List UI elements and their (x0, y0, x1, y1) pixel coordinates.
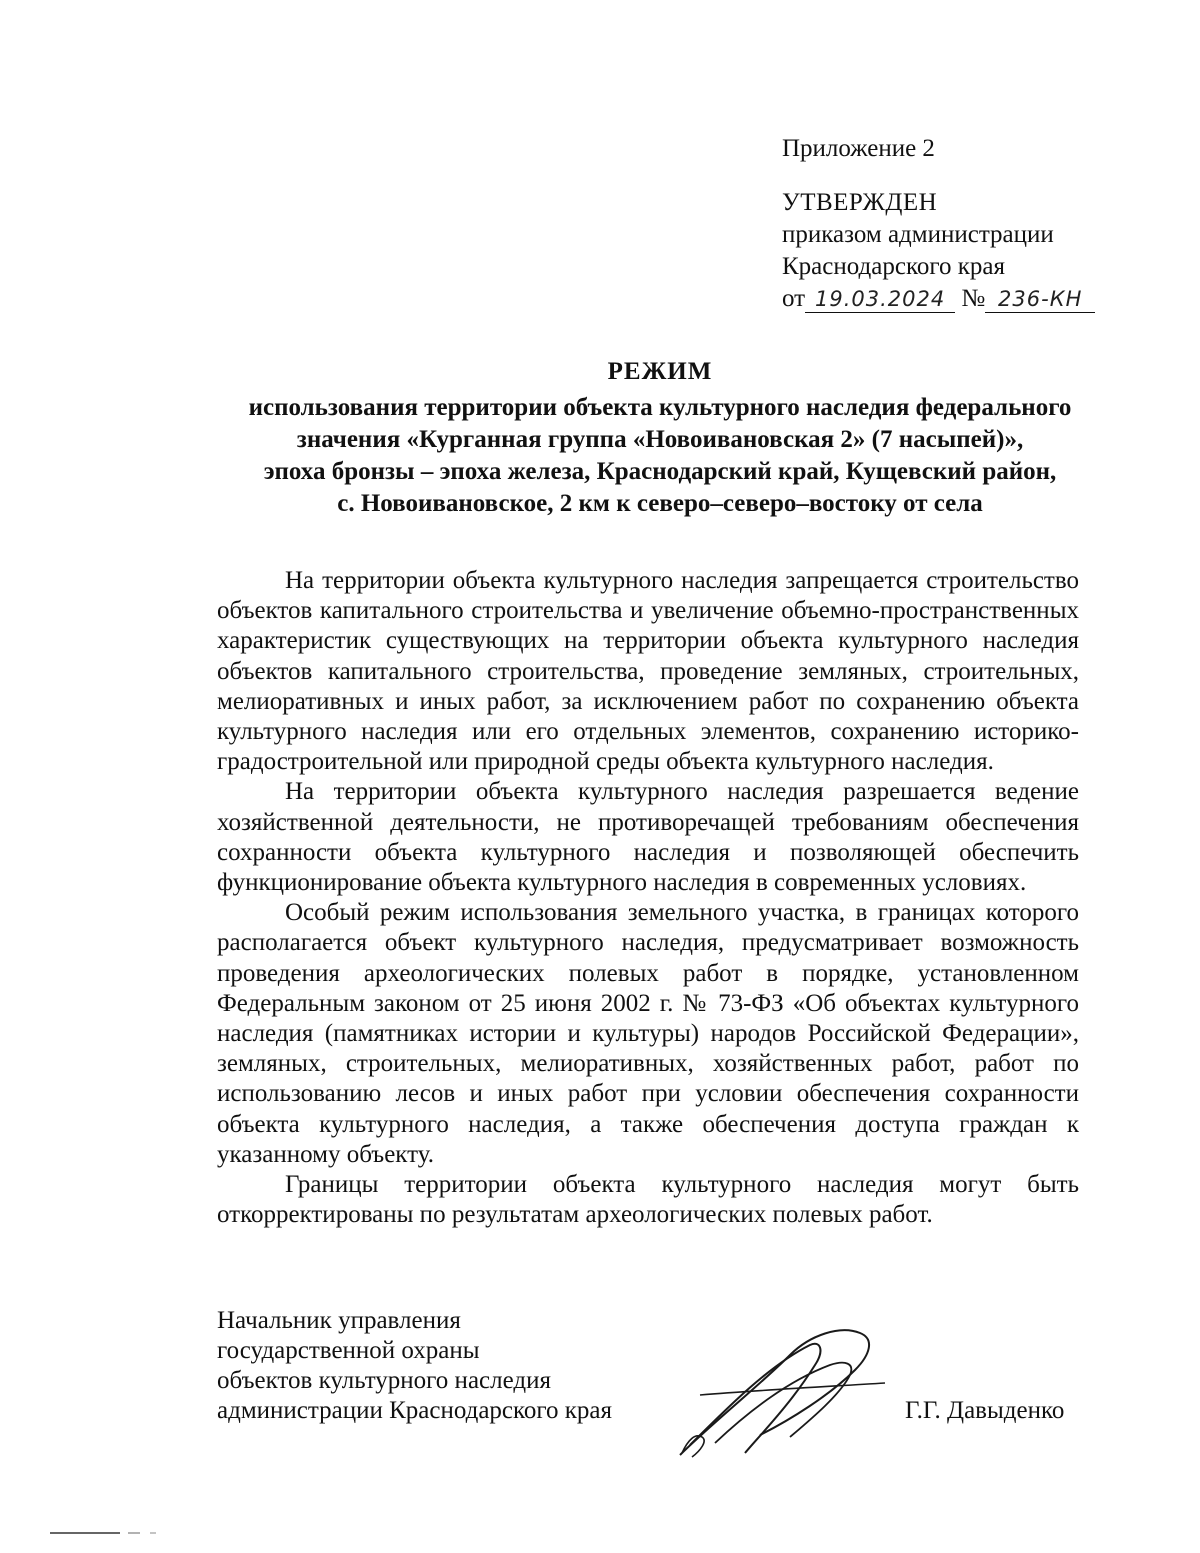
signature-line-4: администрации Краснодарского края (217, 1397, 613, 1424)
approval-line-1: приказом администрации (782, 221, 1054, 248)
title-line-3: эпоха бронзы – эпоха железа, Краснодарский край, Кущевский район, (263, 458, 1057, 485)
handwritten-number: 236-КН (985, 286, 1095, 313)
approval-stamp: УТВЕРЖДЕН (782, 189, 938, 216)
handwritten-signature-icon (670, 1325, 900, 1465)
body-paragraph-1: На территории объекта культурного наследия запрещается строительство объектов капитального строительства и увеличение объемно-пространственных характеристик существующих на территории объекта культурного наследия объектов капитального строительства, проведение земляных, строительных, мелиоративных и иных работ, за исключением работ по сохранению объекта культурного наследия или его отдельных элементов, сохранению историко-градостроительной или природной среды объекта культурного наследия. (217, 567, 1079, 776)
document-title (150, 356, 1170, 520)
document-body (217, 566, 1079, 1230)
approval-date-line (782, 283, 1095, 315)
signer-name: Г.Г. Давыденко (905, 1397, 1065, 1424)
annex-label: Приложение 2 (782, 135, 935, 162)
signature-line-1: Начальник управления (217, 1307, 461, 1334)
date-prefix: от (782, 285, 806, 312)
title-line-4: с. Новоивановское, 2 км к северо–северо–востоку от села (337, 490, 983, 517)
approval-block (782, 133, 1095, 315)
number-prefix: № (961, 285, 986, 312)
signature-line-2: государственной охраны (217, 1337, 480, 1364)
signature-position (217, 1306, 612, 1426)
signature-line-3: объектов культурного наследия (217, 1367, 551, 1394)
title-line-1: использования территории объекта культурного наследия федерального (248, 394, 1072, 421)
title-heading: РЕЖИМ (607, 358, 713, 385)
body-paragraph-2: На территории объекта культурного наследия разрешается ведение хозяйственной деятельности, не противоречащей требованиям обеспечения сохранности объекта культурного наследия и позволяющей обеспечить функционирование объекта культурного наследия в современных условиях. (217, 778, 1079, 897)
title-line-2: значения «Курганная группа «Новоивановская 2» (7 насыпей)», (296, 426, 1024, 453)
approval-line-2: Краснодарского края (782, 253, 1005, 280)
body-paragraph-3: Особый режим использования земельного участка, в границах которого располагается объект культурного наследия, предусматривает возможность проведения археологических полевых работ в порядке, установленном Федеральным законом от 25 июня 2002 г. № 73-ФЗ «Об объектах культурного наследия (памятниках истории и культуры) народов Российской Федерации», земляных, строительных, мелиоративных, хозяйственных работ, работ по использованию лесов и иных работ при условии обеспечения сохранности объекта культурного наследия, а также обеспечения доступа граждан к указанному объекту. (217, 899, 1079, 1168)
handwritten-date: 19.03.2024 (805, 286, 955, 313)
scan-artifact-mark (50, 1529, 170, 1537)
body-paragraph-4: Границы территории объекта культурного наследия могут быть откорректированы по результатам археологических полевых работ. (217, 1171, 1079, 1229)
